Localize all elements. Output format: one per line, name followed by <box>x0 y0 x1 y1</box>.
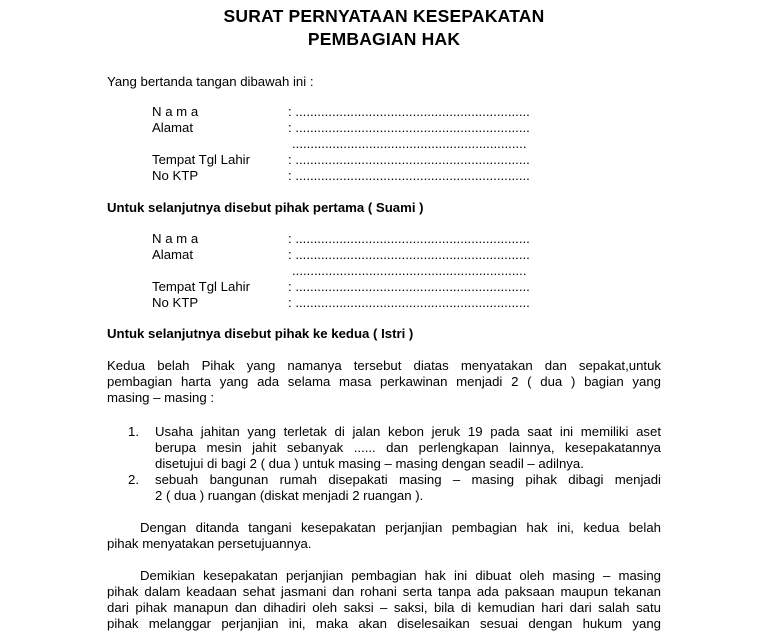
party2-alamat-field-line2: ................................................................ <box>292 263 527 278</box>
party1-designation: Untuk selanjutnya disebut pihak pertama ( Suami ) <box>107 200 424 215</box>
party2-tempat-field: : ................................................................ <box>288 279 530 294</box>
list-item-number: 2. <box>128 472 139 487</box>
party2-tempat-label: Tempat Tgl Lahir <box>152 279 250 294</box>
consent-line-1: Dengan ditanda tangani kesepakatan perjanjian pembagian hak ini, kedua belah <box>140 520 661 535</box>
party2-ktp-label: No KTP <box>152 295 199 310</box>
consent-line-2: pihak menyatakan persetujuannya. <box>107 536 312 551</box>
closing-line-4: pihak melanggar perjanjian ini, maka akan diselesaikan sesuai dengan hukum yang <box>107 616 661 631</box>
list-item-2-line-1: sebuah bangunan rumah disepakati masing – masing pihak dibagi menjadi <box>155 472 661 487</box>
party2-alamat-label: Alamat <box>152 247 194 262</box>
document-title-line2: PEMBAGIAN HAK <box>307 29 461 49</box>
closing-line-2: pihak dalam keadaan sehat jasmani dan rohani serta tanpa ada paksaan maupun tekanan <box>107 584 661 599</box>
intro-text: Yang bertanda tangan dibawah ini : <box>107 74 314 89</box>
list-item-number: 1. <box>128 424 139 439</box>
document-title-line1: SURAT PERNYATAAN KESEPAKATAN <box>223 6 545 26</box>
closing-line-1: Demikian kesepakatan perjanjian pembagian hak ini dibuat oleh masing – masing <box>140 568 661 583</box>
party1-ktp-label: No KTP <box>152 168 199 183</box>
list-item-1-line-1: Usaha jahitan yang terletak di jalan kebon jeruk 19 pada saat ini memiliki aset <box>155 424 661 439</box>
list-item-1-line-2: berupa mesin jahit sebanyak ...... dan perlengkapan lainnya, kesepakatannya <box>155 440 661 455</box>
list-item-1-line-3: disetujui di bagi 2 ( dua ) untuk masing – masing dengan seadil – adilnya. <box>155 456 584 471</box>
party1-alamat-label: Alamat <box>152 120 194 135</box>
party1-alamat-field-line2: ................................................................ <box>292 136 527 151</box>
party1-tempat-field: : ................................................................ <box>288 152 530 167</box>
party2-alamat-field: : ................................................................ <box>288 247 530 262</box>
closing-line-3: dari pihak manapun dan dihadiri oleh saksi – saksi, bila di kemudian hari dari salah satu <box>107 600 661 615</box>
party2-nama-label: N a m a <box>152 231 199 246</box>
statement-line-3: masing – masing : <box>107 390 215 405</box>
party2-nama-field: : ................................................................ <box>288 231 530 246</box>
party2-ktp-field: : ................................................................ <box>288 295 530 310</box>
party1-ktp-field: : ................................................................ <box>288 168 530 183</box>
statement-line-1: Kedua belah Pihak yang namanya tersebut diatas menyatakan dan sepakat,untuk <box>107 358 661 373</box>
party1-tempat-label: Tempat Tgl Lahir <box>152 152 250 167</box>
list-item-2-line-2: 2 ( dua ) ruangan (diskat menjadi 2 ruangan ). <box>155 488 424 503</box>
party1-alamat-field: : ................................................................ <box>288 120 530 135</box>
party1-nama-field: : ................................................................ <box>288 104 530 119</box>
statement-line-2: pembagian harta yang ada selama masa perkawinan menjadi 2 ( dua ) bagian yang <box>107 374 661 389</box>
party2-designation: Untuk selanjutnya disebut pihak ke kedua ( Istri ) <box>107 326 414 341</box>
party1-nama-label: N a m a <box>152 104 199 119</box>
